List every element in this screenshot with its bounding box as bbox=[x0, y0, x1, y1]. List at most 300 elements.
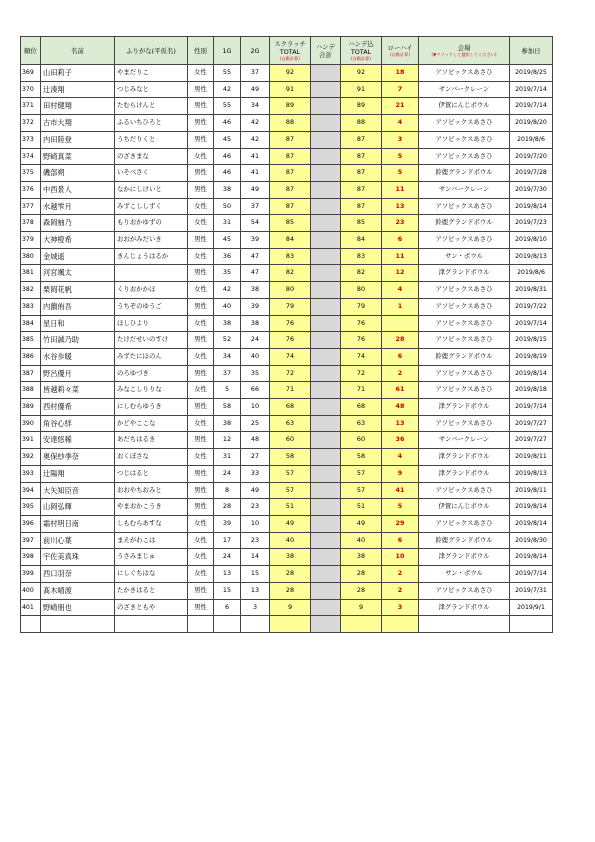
date-cell[interactable]: 2019/7/14 bbox=[510, 315, 553, 332]
venue-select-cell[interactable]: サンバークレーン bbox=[419, 181, 510, 198]
rank-cell: 380 bbox=[21, 248, 41, 265]
table-row bbox=[21, 449, 553, 466]
handicap-cell[interactable] bbox=[311, 549, 341, 566]
game1-score-cell[interactable]: 35 bbox=[214, 265, 241, 282]
game1-score-cell[interactable]: 38 bbox=[214, 315, 241, 332]
kana-cell: たけだせいのすけ bbox=[115, 332, 188, 349]
handicap-cell[interactable] bbox=[311, 482, 341, 499]
scratch-total-cell: 89 bbox=[270, 98, 311, 115]
venue-select-cell[interactable]: アソビックスあさひ bbox=[419, 515, 510, 532]
table-row bbox=[21, 232, 553, 249]
col-header-name: 名前 bbox=[41, 37, 115, 65]
header-row bbox=[21, 37, 553, 65]
game1-score-cell[interactable]: 40 bbox=[214, 298, 241, 315]
hdtotal-header-line1: ハンデ込 bbox=[348, 40, 374, 48]
lowhigh-cell: 5 bbox=[382, 499, 419, 516]
rank-cell: 399 bbox=[21, 566, 41, 583]
date-cell[interactable]: 2019/8/14 bbox=[510, 365, 553, 382]
handicap-cell[interactable] bbox=[311, 365, 341, 382]
game2-score-cell[interactable]: 42 bbox=[241, 131, 270, 148]
gender-cell: 男性 bbox=[188, 265, 214, 282]
table-row bbox=[21, 499, 553, 516]
col-header-lowhigh bbox=[382, 37, 419, 65]
handicap-header-line2: 合計 bbox=[319, 50, 332, 59]
kana-cell: やまおかこうき bbox=[115, 499, 188, 516]
venue-select-cell[interactable]: アソビックスあさひ bbox=[419, 65, 510, 82]
venue-select-cell[interactable]: 伊賀にんじボウル bbox=[419, 98, 510, 115]
kana-cell: あだちはるき bbox=[115, 432, 188, 449]
date-cell[interactable]: 2019/8/20 bbox=[510, 115, 553, 132]
venue-select-cell[interactable]: アソビックスあさひ bbox=[419, 365, 510, 382]
handicap-cell[interactable] bbox=[311, 282, 341, 299]
lowhigh-cell: 2 bbox=[382, 566, 419, 583]
game2-score-cell[interactable]: 37 bbox=[241, 65, 270, 82]
table-row bbox=[21, 599, 553, 616]
kana-cell bbox=[115, 265, 188, 282]
venue-select-cell[interactable]: アソビックスあさひ bbox=[419, 298, 510, 315]
venue-select-cell[interactable]: 鈴鹿グランドボウル bbox=[419, 215, 510, 232]
date-cell[interactable]: 2019/8/13 bbox=[510, 465, 553, 482]
handicap-cell[interactable] bbox=[311, 566, 341, 583]
handicap-cell[interactable] bbox=[311, 415, 341, 432]
handicap-cell[interactable] bbox=[311, 515, 341, 532]
game1-score-cell[interactable]: 5 bbox=[214, 382, 241, 399]
game2-score-cell[interactable]: 39 bbox=[241, 298, 270, 315]
handicap-total-cell: 76 bbox=[341, 332, 382, 349]
game2-score-cell[interactable]: 35 bbox=[241, 365, 270, 382]
handicap-cell[interactable] bbox=[311, 315, 341, 332]
date-cell[interactable]: 2019/8/14 bbox=[510, 549, 553, 566]
game1-score-cell[interactable]: 45 bbox=[214, 131, 241, 148]
game1-score-cell[interactable]: 12 bbox=[214, 432, 241, 449]
venue-select-cell[interactable]: 津グランドボウル bbox=[419, 465, 510, 482]
handicap-total-cell: 91 bbox=[341, 81, 382, 98]
rank-cell: 378 bbox=[21, 215, 41, 232]
handicap-cell[interactable] bbox=[311, 298, 341, 315]
venue-select-cell[interactable]: アソビックスあさひ bbox=[419, 148, 510, 165]
date-cell[interactable]: 2019/8/13 bbox=[510, 248, 553, 265]
game2-score-cell[interactable]: 47 bbox=[241, 265, 270, 282]
handicap-cell[interactable] bbox=[311, 332, 341, 349]
game1-score-cell[interactable]: 58 bbox=[214, 399, 241, 416]
game2-score-cell[interactable]: 49 bbox=[241, 81, 270, 98]
name-cell: 霜村明日南 bbox=[41, 515, 115, 532]
lowhigh-cell: 11 bbox=[382, 248, 419, 265]
game2-score-cell[interactable]: 41 bbox=[241, 148, 270, 165]
table-row bbox=[21, 582, 553, 599]
venue-select-cell[interactable]: 津グランドボウル bbox=[419, 549, 510, 566]
handicap-cell[interactable] bbox=[311, 165, 341, 182]
lowhigh-cell: 48 bbox=[382, 399, 419, 416]
handicap-cell[interactable] bbox=[311, 248, 341, 265]
scratch-total-cell: 80 bbox=[270, 282, 311, 299]
col-header-scratch-total bbox=[270, 37, 311, 65]
scratch-total-cell: 28 bbox=[270, 582, 311, 599]
lowhigh-header-note: (自動計算) bbox=[389, 52, 411, 57]
game1-score-cell[interactable]: 42 bbox=[214, 81, 241, 98]
kana-cell: みずたにほのん bbox=[115, 348, 188, 365]
date-cell[interactable]: 2019/7/22 bbox=[510, 298, 553, 315]
lowhigh-cell: 23 bbox=[382, 215, 419, 232]
handicap-total-cell: 57 bbox=[341, 465, 382, 482]
handicap-cell[interactable] bbox=[311, 131, 341, 148]
rank-cell: 371 bbox=[21, 98, 41, 115]
game1-score-cell[interactable]: 31 bbox=[214, 449, 241, 466]
scratch-total-cell: 87 bbox=[270, 131, 311, 148]
venue-select-cell[interactable]: サン・ボウル bbox=[419, 566, 510, 583]
date-cell[interactable]: 2019/9/1 bbox=[510, 599, 553, 616]
game2-score-cell[interactable]: 23 bbox=[241, 499, 270, 516]
venue-select-cell[interactable]: アソビックスあさひ bbox=[419, 131, 510, 148]
table-row bbox=[21, 98, 553, 115]
venue-select-cell[interactable]: サン・ボウル bbox=[419, 248, 510, 265]
handicap-cell[interactable] bbox=[311, 115, 341, 132]
date-cell[interactable]: 2019/7/14 bbox=[510, 566, 553, 583]
handicap-total-cell: 9 bbox=[341, 599, 382, 616]
scratch-total-cell: 57 bbox=[270, 465, 311, 482]
table-row bbox=[21, 365, 553, 382]
rank-cell: 398 bbox=[21, 549, 41, 566]
table-row bbox=[21, 532, 553, 549]
game2-score-cell[interactable]: 10 bbox=[241, 399, 270, 416]
name-cell: 辻湊翔 bbox=[41, 81, 115, 98]
game1-score-cell[interactable]: 6 bbox=[214, 599, 241, 616]
table-row bbox=[21, 181, 553, 198]
date-cell[interactable]: 2019/7/23 bbox=[510, 215, 553, 232]
table-row bbox=[21, 616, 553, 633]
kana-cell: にしぐちはな bbox=[115, 566, 188, 583]
gender-cell: 男性 bbox=[188, 432, 214, 449]
lowhigh-cell: 2 bbox=[382, 365, 419, 382]
venue-select-cell[interactable]: サンバークレーン bbox=[419, 81, 510, 98]
lowhigh-cell: 6 bbox=[382, 232, 419, 249]
handicap-cell[interactable] bbox=[311, 215, 341, 232]
game1-score-cell[interactable]: 17 bbox=[214, 532, 241, 549]
date-cell[interactable]: 2019/7/14 bbox=[510, 81, 553, 98]
lowhigh-cell: 36 bbox=[382, 432, 419, 449]
venue-select-cell[interactable]: 津グランドボウル bbox=[419, 265, 510, 282]
name-cell: 野呂優月 bbox=[41, 365, 115, 382]
rank-cell: 369 bbox=[21, 65, 41, 82]
lowhigh-cell: 12 bbox=[382, 265, 419, 282]
scratch-total-cell: 87 bbox=[270, 198, 311, 215]
game1-score-cell[interactable]: 34 bbox=[214, 348, 241, 365]
game1-score-cell[interactable]: 42 bbox=[214, 282, 241, 299]
game2-score-cell[interactable]: 54 bbox=[241, 215, 270, 232]
handicap-cell[interactable] bbox=[311, 181, 341, 198]
game1-score-cell[interactable]: 38 bbox=[214, 415, 241, 432]
kana-cell: なかにしけいと bbox=[115, 181, 188, 198]
date-cell[interactable]: 2019/8/6 bbox=[510, 265, 553, 282]
game2-score-cell[interactable]: 3 bbox=[241, 599, 270, 616]
handicap-total-cell: 58 bbox=[341, 449, 382, 466]
col-header-game2: 2G bbox=[241, 37, 270, 65]
date-cell[interactable]: 2019/8/19 bbox=[510, 348, 553, 365]
scratch-total-cell: 38 bbox=[270, 549, 311, 566]
game1-score-cell[interactable]: 46 bbox=[214, 165, 241, 182]
handicap-total-cell: 87 bbox=[341, 148, 382, 165]
game1-score-cell[interactable]: 55 bbox=[214, 98, 241, 115]
game1-score-cell[interactable]: 36 bbox=[214, 248, 241, 265]
rank-cell: 393 bbox=[21, 465, 41, 482]
game2-score-cell[interactable]: 13 bbox=[241, 582, 270, 599]
col-header-venue bbox=[419, 37, 510, 65]
date-cell[interactable]: 2019/8/11 bbox=[510, 482, 553, 499]
game2-score-cell[interactable]: 14 bbox=[241, 549, 270, 566]
name-cell: 竹田誠乃助 bbox=[41, 332, 115, 349]
venue-select-cell[interactable]: サンバークレーン bbox=[419, 432, 510, 449]
game1-score-cell[interactable]: 50 bbox=[214, 198, 241, 215]
game2-score-cell[interactable]: 38 bbox=[241, 315, 270, 332]
game1-score-cell[interactable]: 38 bbox=[214, 181, 241, 198]
handicap-cell[interactable] bbox=[311, 616, 341, 633]
gender-cell: 女性 bbox=[188, 449, 214, 466]
handicap-total-cell: 57 bbox=[341, 482, 382, 499]
date-cell[interactable]: 2019/8/15 bbox=[510, 332, 553, 349]
venue-select-cell[interactable]: 津グランドボウル bbox=[419, 399, 510, 416]
game1-score-cell[interactable]: 55 bbox=[214, 65, 241, 82]
venue-select-cell[interactable]: 津グランドボウル bbox=[419, 599, 510, 616]
table-row bbox=[21, 115, 553, 132]
lowhigh-cell: 4 bbox=[382, 282, 419, 299]
kana-cell: おくぼさな bbox=[115, 449, 188, 466]
date-cell[interactable]: 2019/7/27 bbox=[510, 415, 553, 432]
game2-score-cell[interactable]: 39 bbox=[241, 232, 270, 249]
game1-score-cell[interactable]: 37 bbox=[214, 365, 241, 382]
game2-score-cell[interactable]: 42 bbox=[241, 115, 270, 132]
game2-score-cell[interactable]: 15 bbox=[241, 566, 270, 583]
handicap-cell[interactable] bbox=[311, 348, 341, 365]
rank-cell bbox=[21, 616, 41, 633]
venue-select-cell[interactable] bbox=[419, 616, 510, 633]
game1-score-cell[interactable]: 24 bbox=[214, 549, 241, 566]
game2-score-cell[interactable]: 37 bbox=[241, 198, 270, 215]
handicap-cell[interactable] bbox=[311, 81, 341, 98]
handicap-cell[interactable] bbox=[311, 599, 341, 616]
game2-score-cell[interactable]: 25 bbox=[241, 415, 270, 432]
rank-cell: 386 bbox=[21, 348, 41, 365]
game2-score-cell[interactable]: 10 bbox=[241, 515, 270, 532]
table-row bbox=[21, 315, 553, 332]
rank-cell: 376 bbox=[21, 181, 41, 198]
game2-score-cell[interactable]: 24 bbox=[241, 332, 270, 349]
handicap-cell[interactable] bbox=[311, 98, 341, 115]
handicap-cell[interactable] bbox=[311, 465, 341, 482]
rank-cell: 373 bbox=[21, 131, 41, 148]
date-cell[interactable]: 2019/7/30 bbox=[510, 181, 553, 198]
date-cell[interactable]: 2019/8/14 bbox=[510, 515, 553, 532]
game2-score-cell[interactable]: 27 bbox=[241, 449, 270, 466]
venue-select-cell[interactable]: 鈴鹿グランドボウル bbox=[419, 532, 510, 549]
gender-cell: 男性 bbox=[188, 499, 214, 516]
date-cell[interactable]: 2019/8/6 bbox=[510, 131, 553, 148]
kana-cell bbox=[115, 616, 188, 633]
handicap-cell[interactable] bbox=[311, 198, 341, 215]
handicap-total-cell: 38 bbox=[341, 549, 382, 566]
scratch-total-cell: 9 bbox=[270, 599, 311, 616]
handicap-total-cell: 85 bbox=[341, 215, 382, 232]
lowhigh-header-line1: ローハイ bbox=[387, 44, 413, 52]
handicap-total-cell: 51 bbox=[341, 499, 382, 516]
scratch-total-cell: 68 bbox=[270, 399, 311, 416]
game2-score-cell[interactable]: 34 bbox=[241, 98, 270, 115]
handicap-cell[interactable] bbox=[311, 382, 341, 399]
game1-score-cell[interactable]: 39 bbox=[214, 515, 241, 532]
venue-select-cell[interactable]: 鈴鹿グランドボウル bbox=[419, 165, 510, 182]
venue-select-cell[interactable]: アソビックスあさひ bbox=[419, 282, 510, 299]
rank-cell: 401 bbox=[21, 599, 41, 616]
date-cell[interactable]: 2019/8/14 bbox=[510, 198, 553, 215]
rank-cell: 400 bbox=[21, 582, 41, 599]
handicap-cell[interactable] bbox=[311, 148, 341, 165]
name-cell: 磯部朔 bbox=[41, 165, 115, 182]
handicap-total-cell: 72 bbox=[341, 365, 382, 382]
venue-select-cell[interactable]: アソビックスあさひ bbox=[419, 115, 510, 132]
kana-cell: みずこししずく bbox=[115, 198, 188, 215]
game1-score-cell[interactable]: 15 bbox=[214, 582, 241, 599]
handicap-cell[interactable] bbox=[311, 399, 341, 416]
game1-score-cell[interactable]: 45 bbox=[214, 232, 241, 249]
scratch-total-cell: 28 bbox=[270, 566, 311, 583]
rank-cell: 375 bbox=[21, 165, 41, 182]
handicap-cell[interactable] bbox=[311, 65, 341, 82]
hdtotal-header-line2: TOTAL bbox=[350, 48, 372, 56]
table-row bbox=[21, 465, 553, 482]
handicap-total-cell: 74 bbox=[341, 348, 382, 365]
handicap-total-cell: 71 bbox=[341, 382, 382, 399]
kana-cell: のざきともや bbox=[115, 599, 188, 616]
game2-score-cell[interactable]: 48 bbox=[241, 432, 270, 449]
name-cell: 山田莉子 bbox=[41, 65, 115, 82]
date-cell[interactable]: 2019/8/18 bbox=[510, 382, 553, 399]
game2-score-cell[interactable] bbox=[241, 616, 270, 633]
col-header-handicap bbox=[311, 37, 341, 65]
handicap-cell[interactable] bbox=[311, 499, 341, 516]
date-cell[interactable]: 2019/7/27 bbox=[510, 432, 553, 449]
game1-score-cell[interactable]: 52 bbox=[214, 332, 241, 349]
venue-select-cell[interactable]: アソビックスあさひ bbox=[419, 415, 510, 432]
gender-cell: 男性 bbox=[188, 115, 214, 132]
name-cell: 星日和 bbox=[41, 315, 115, 332]
venue-select-cell[interactable]: 伊賀にんじボウル bbox=[419, 499, 510, 516]
game2-score-cell[interactable]: 66 bbox=[241, 382, 270, 399]
table-row bbox=[21, 298, 553, 315]
handicap-total-cell: 76 bbox=[341, 315, 382, 332]
date-cell[interactable]: 2019/8/10 bbox=[510, 232, 553, 249]
game2-score-cell[interactable]: 49 bbox=[241, 181, 270, 198]
lowhigh-cell: 5 bbox=[382, 148, 419, 165]
game2-score-cell[interactable]: 49 bbox=[241, 482, 270, 499]
game1-score-cell[interactable]: 8 bbox=[214, 482, 241, 499]
lowhigh-cell: 7 bbox=[382, 81, 419, 98]
handicap-cell[interactable] bbox=[311, 582, 341, 599]
date-cell[interactable] bbox=[510, 616, 553, 633]
gender-cell: 女性 bbox=[188, 415, 214, 432]
kana-cell: のろゆづき bbox=[115, 365, 188, 382]
table-row bbox=[21, 382, 553, 399]
date-cell[interactable]: 2019/7/14 bbox=[510, 98, 553, 115]
kana-cell: いそべさく bbox=[115, 165, 188, 182]
scratch-total-cell: 87 bbox=[270, 181, 311, 198]
handicap-total-cell: 49 bbox=[341, 515, 382, 532]
game2-score-cell[interactable]: 38 bbox=[241, 282, 270, 299]
venue-select-cell[interactable]: 津グランドボウル bbox=[419, 449, 510, 466]
lowhigh-cell: 3 bbox=[382, 131, 419, 148]
date-cell[interactable]: 2019/7/20 bbox=[510, 148, 553, 165]
venue-select-cell[interactable]: アソビックスあさひ bbox=[419, 482, 510, 499]
venue-select-cell[interactable]: アソビックスあさひ bbox=[419, 582, 510, 599]
venue-select-cell[interactable]: アソビックスあさひ bbox=[419, 315, 510, 332]
venue-select-cell[interactable]: アソビックスあさひ bbox=[419, 332, 510, 349]
kana-cell: うちだりくと bbox=[115, 131, 188, 148]
game2-score-cell[interactable]: 47 bbox=[241, 248, 270, 265]
kana-cell: にしむらゆうき bbox=[115, 399, 188, 416]
name-cell: 大矢知臣音 bbox=[41, 482, 115, 499]
date-cell[interactable]: 2019/7/28 bbox=[510, 165, 553, 182]
table-row bbox=[21, 148, 553, 165]
game1-score-cell[interactable]: 24 bbox=[214, 465, 241, 482]
name-cell: 辻陽翔 bbox=[41, 465, 115, 482]
name-cell: 水谷歩暖 bbox=[41, 348, 115, 365]
date-cell[interactable]: 2019/8/31 bbox=[510, 282, 553, 299]
table-row bbox=[21, 399, 553, 416]
venue-select-cell[interactable]: アソビックスあさひ bbox=[419, 232, 510, 249]
game1-score-cell[interactable] bbox=[214, 616, 241, 633]
scratch-total-cell: 51 bbox=[270, 499, 311, 516]
game2-score-cell[interactable]: 41 bbox=[241, 165, 270, 182]
scratch-total-cell: 87 bbox=[270, 165, 311, 182]
date-cell[interactable]: 2019/8/14 bbox=[510, 499, 553, 516]
venue-select-cell[interactable]: 鈴鹿グランドボウル bbox=[419, 348, 510, 365]
gender-cell: 女性 bbox=[188, 65, 214, 82]
lowhigh-cell: 4 bbox=[382, 449, 419, 466]
game1-score-cell[interactable]: 31 bbox=[214, 215, 241, 232]
game2-score-cell[interactable]: 23 bbox=[241, 532, 270, 549]
date-cell[interactable]: 2019/8/30 bbox=[510, 532, 553, 549]
lowhigh-cell bbox=[382, 315, 419, 332]
handicap-total-cell: 87 bbox=[341, 165, 382, 182]
kana-cell: しもむらあすな bbox=[115, 515, 188, 532]
date-cell[interactable]: 2019/7/14 bbox=[510, 399, 553, 416]
lowhigh-cell: 28 bbox=[382, 332, 419, 349]
name-cell: 河宮颯太 bbox=[41, 265, 115, 282]
venue-select-cell[interactable]: アソビックスあさひ bbox=[419, 198, 510, 215]
game1-score-cell[interactable]: 46 bbox=[214, 115, 241, 132]
scratch-total-cell: 40 bbox=[270, 532, 311, 549]
kana-cell: ほしひより bbox=[115, 315, 188, 332]
date-cell[interactable]: 2019/7/31 bbox=[510, 582, 553, 599]
date-cell[interactable]: 2019/8/25 bbox=[510, 65, 553, 82]
scratch-total-cell: 82 bbox=[270, 265, 311, 282]
game1-score-cell[interactable]: 13 bbox=[214, 566, 241, 583]
gender-cell: 女性 bbox=[188, 566, 214, 583]
game1-score-cell[interactable]: 28 bbox=[214, 499, 241, 516]
scratch-total-cell: 87 bbox=[270, 148, 311, 165]
game2-score-cell[interactable]: 33 bbox=[241, 465, 270, 482]
handicap-total-cell: 87 bbox=[341, 198, 382, 215]
handicap-cell[interactable] bbox=[311, 432, 341, 449]
game1-score-cell[interactable]: 46 bbox=[214, 148, 241, 165]
handicap-cell[interactable] bbox=[311, 532, 341, 549]
venue-header-line1: 会場 bbox=[457, 43, 471, 52]
venue-select-cell[interactable]: アソビックスあさひ bbox=[419, 382, 510, 399]
date-cell[interactable]: 2019/8/11 bbox=[510, 449, 553, 466]
handicap-cell[interactable] bbox=[311, 232, 341, 249]
table-row bbox=[21, 515, 553, 532]
game2-score-cell[interactable]: 40 bbox=[241, 348, 270, 365]
handicap-cell[interactable] bbox=[311, 265, 341, 282]
handicap-cell[interactable] bbox=[311, 449, 341, 466]
